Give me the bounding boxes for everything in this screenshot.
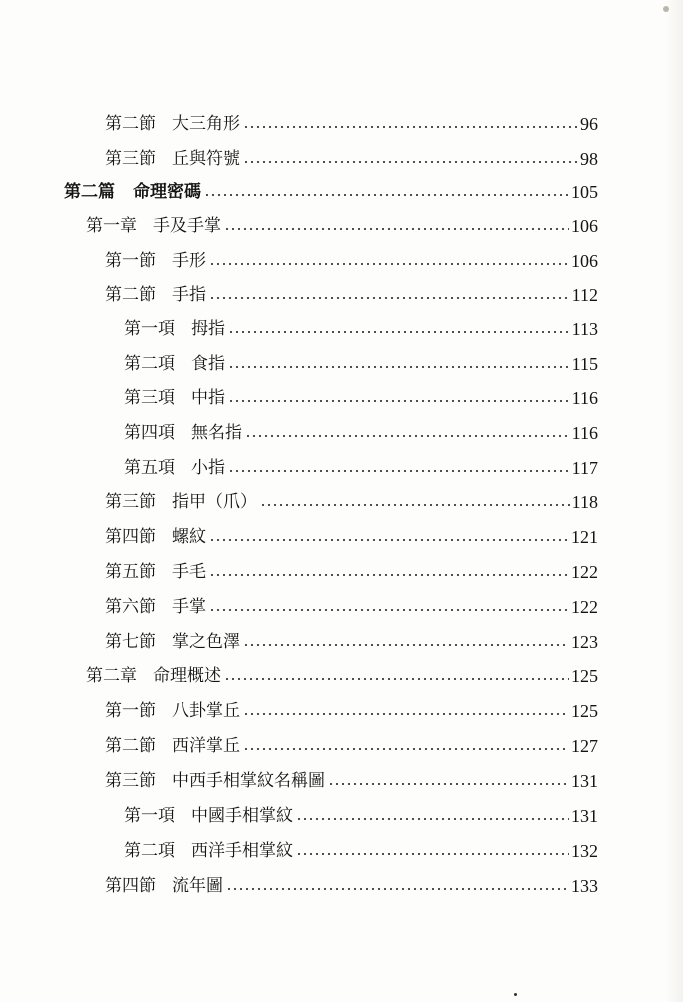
entry-label: 第三項 [124,388,175,408]
entry-title: 手掌 [172,597,206,617]
entry-page-number: 112 [571,285,598,305]
entry-title: 無名指 [191,423,242,443]
entry-page-number: 106 [571,251,598,271]
entry-label: 第三節 [105,771,156,791]
entry-page-number: 131 [571,806,598,826]
toc-entry[interactable] [86,661,598,691]
entry-page-number: 105 [571,182,598,202]
toc-entry[interactable] [124,349,598,379]
entry-label: 第二節 [105,736,156,756]
entry-title: 小指 [191,458,225,478]
dot-leader [204,194,569,196]
toc-entry[interactable] [124,801,598,831]
dot-leader [243,713,569,715]
entry-label: 第一項 [124,319,175,339]
dot-leader [243,644,569,646]
dot-leader [209,574,569,576]
dot-leader [296,818,569,820]
entry-label: 第一節 [105,701,156,721]
entry-label: 第四項 [124,423,175,443]
entry-title: 螺紋 [172,527,206,547]
entry-label: 第四節 [105,876,156,896]
dot-leader [228,331,570,333]
entry-page-number: 133 [571,876,598,896]
entry-label: 第二節 [105,285,156,305]
toc-entry[interactable] [124,453,598,483]
entry-page-number: 98 [580,149,598,169]
toc-entry[interactable] [64,177,598,207]
entry-title: 命理概述 [153,666,221,686]
dot-leader [228,366,570,368]
entry-label: 第三節 [105,492,156,512]
entry-label: 第二項 [124,841,175,861]
dot-leader [328,783,569,785]
dot-leader [209,539,569,541]
dot-leader [226,888,569,890]
entry-title: 手指 [172,285,206,305]
entry-page-number: 125 [571,666,598,686]
entry-title: 指甲（爪） [172,492,257,512]
entry-page-number: 116 [571,388,598,408]
toc-entry[interactable] [105,871,598,901]
toc-entry[interactable] [124,383,598,413]
entry-title: 掌之色澤 [172,632,240,652]
entry-page-number: 118 [571,492,598,512]
entry-page-number: 122 [571,597,598,617]
entry-title: 命理密碼 [133,182,201,202]
entry-page-number: 113 [571,319,598,339]
entry-page-number: 123 [571,632,598,652]
dot-leader [260,504,570,506]
entry-title: 流年圖 [172,876,223,896]
dot-leader [245,435,570,437]
dot-leader [296,853,569,855]
dot-leader [228,470,570,472]
entry-label: 第二篇 [64,182,115,202]
dot-leader [243,126,578,128]
entry-title: 食指 [191,354,225,374]
entry-label: 第一章 [86,216,137,236]
entry-page-number: 132 [571,841,598,861]
entry-label: 第二章 [86,666,137,686]
toc-entry[interactable] [105,144,598,174]
entry-page-number: 127 [571,736,598,756]
toc-entry[interactable] [124,418,598,448]
entry-title: 手及手掌 [153,216,221,236]
entry-page-number: 117 [571,458,598,478]
entry-page-number: 96 [580,114,598,134]
entry-page-number: 116 [571,423,598,443]
toc-entry[interactable] [105,731,598,761]
entry-title: 中國手相掌紋 [191,806,293,826]
toc-entry[interactable] [124,836,598,866]
dot-leader [224,228,569,230]
entry-title: 八卦掌丘 [172,701,240,721]
dot-leader [243,161,578,163]
toc-entry[interactable] [124,314,598,344]
entry-page-number: 122 [571,562,598,582]
entry-label: 第五節 [105,562,156,582]
entry-label: 第二項 [124,354,175,374]
toc-entry[interactable] [86,211,598,241]
entry-title: 中指 [191,388,225,408]
entry-page-number: 125 [571,701,598,721]
entry-label: 第五項 [124,458,175,478]
entry-label: 第七節 [105,632,156,652]
toc-entry[interactable] [105,766,598,796]
entry-label: 第二節 [105,114,156,134]
entry-page-number: 121 [571,527,598,547]
toc-entry[interactable] [105,487,598,517]
dot-leader [209,609,569,611]
dot-leader [209,297,570,299]
entry-label: 第三節 [105,149,156,169]
entry-page-number: 106 [571,216,598,236]
entry-title: 西洋掌丘 [172,736,240,756]
entry-label: 第六節 [105,597,156,617]
dot-leader [209,263,569,265]
dot-leader [224,678,569,680]
entry-title: 拇指 [191,319,225,339]
entry-title: 西洋手相掌紋 [191,841,293,861]
entry-title: 大三角形 [172,114,240,134]
entry-title: 丘與符號 [172,149,240,169]
entry-title: 中西手相掌紋名稱圖 [172,771,325,791]
toc-entry[interactable] [105,246,598,276]
entry-page-number: 131 [571,771,598,791]
dot-leader [228,400,570,402]
entry-title: 手形 [172,251,206,271]
entry-title: 手毛 [172,562,206,582]
toc-entry[interactable] [105,592,598,622]
toc-entry[interactable] [105,280,598,310]
toc-entry[interactable] [105,627,598,657]
entry-label: 第一節 [105,251,156,271]
entry-page-number: 115 [571,354,598,374]
entry-label: 第四節 [105,527,156,547]
toc-entry[interactable] [105,522,598,552]
toc-entry[interactable] [105,696,598,726]
entry-label: 第一項 [124,806,175,826]
toc-entry[interactable] [105,557,598,587]
dot-leader [243,748,569,750]
toc-entry[interactable] [105,109,598,139]
